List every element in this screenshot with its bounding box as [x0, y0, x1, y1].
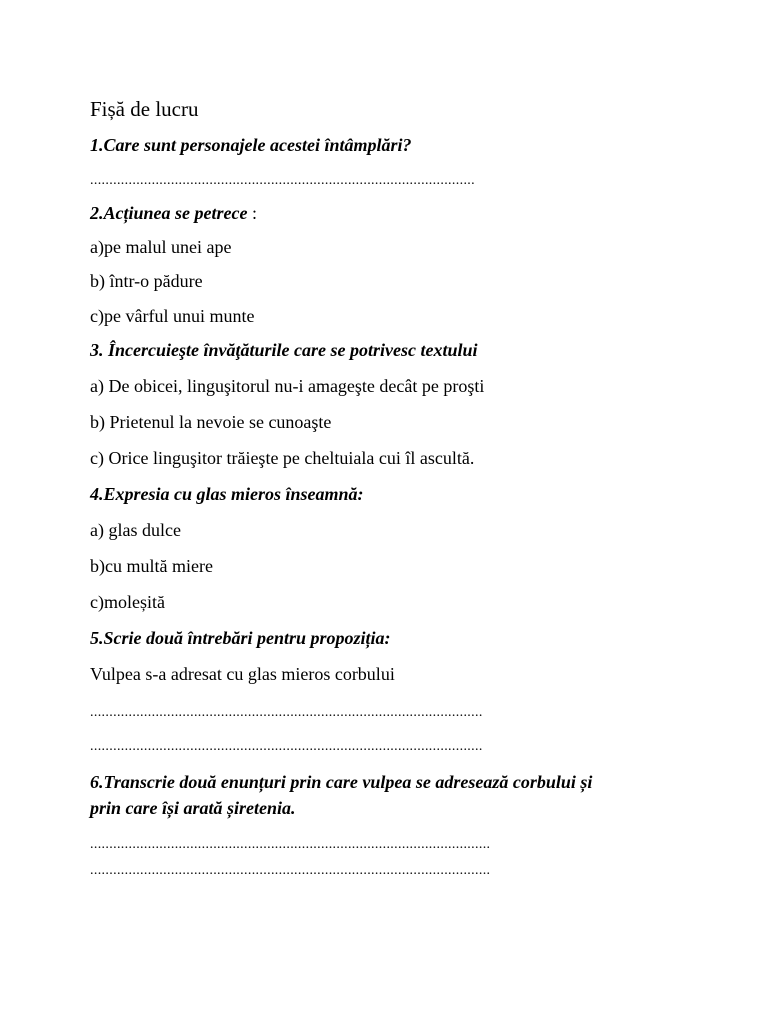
question-5: 5.Scrie două întrebări pentru propoziția: [90, 628, 391, 648]
answer-line-q5-1: ...................................................................................................... [90, 705, 483, 720]
question-2-suffix: : [247, 203, 257, 223]
question-6-line-1: 6.Transcrie două enunțuri prin care vulpea se adresează corbului și [90, 772, 593, 792]
question-2-text: 2.Acțiunea se petrece [90, 203, 248, 223]
q4-option-c: c)moleșită [90, 592, 165, 612]
answer-line-q5-2: ...................................................................................................... [90, 739, 483, 754]
q3-option-c: c) Orice linguşitor trăieşte pe cheltuiala cui îl ascultă. [90, 448, 475, 468]
q2-option-a: a)pe malul unei ape [90, 237, 232, 257]
q3-option-b: b) Prietenul la nevoie se cunoaşte [90, 412, 332, 432]
q3-option-a: a) De obicei, linguşitorul nu-i amageşte decât pe proşti [90, 376, 485, 396]
answer-line-q6-2: ........................................................................................................ [90, 863, 491, 878]
question-4: 4.Expresia cu glas mieros înseamnă: [90, 484, 364, 504]
q2-option-b: b) într-o pădure [90, 271, 203, 291]
question-3: 3. Încercuieşte învăţăturile care se potrivesc textului [90, 340, 478, 360]
q2-option-c: c)pe vârful unui munte [90, 306, 255, 326]
question-2 [90, 202, 257, 224]
worksheet-title: Fișă de lucru [90, 97, 199, 121]
q5-sentence: Vulpea s-a adresat cu glas mieros corbului [90, 664, 395, 684]
q4-option-a: a) glas dulce [90, 520, 181, 540]
question-6-line-2: prin care își arată șiretenia. [90, 798, 296, 818]
answer-line-q6-1: ........................................................................................................ [90, 837, 491, 852]
question-1: 1.Care sunt personajele acestei întâmplări? [90, 135, 412, 155]
q4-option-b: b)cu multă miere [90, 556, 213, 576]
answer-line-q1: .................................................................................................... [90, 173, 475, 188]
